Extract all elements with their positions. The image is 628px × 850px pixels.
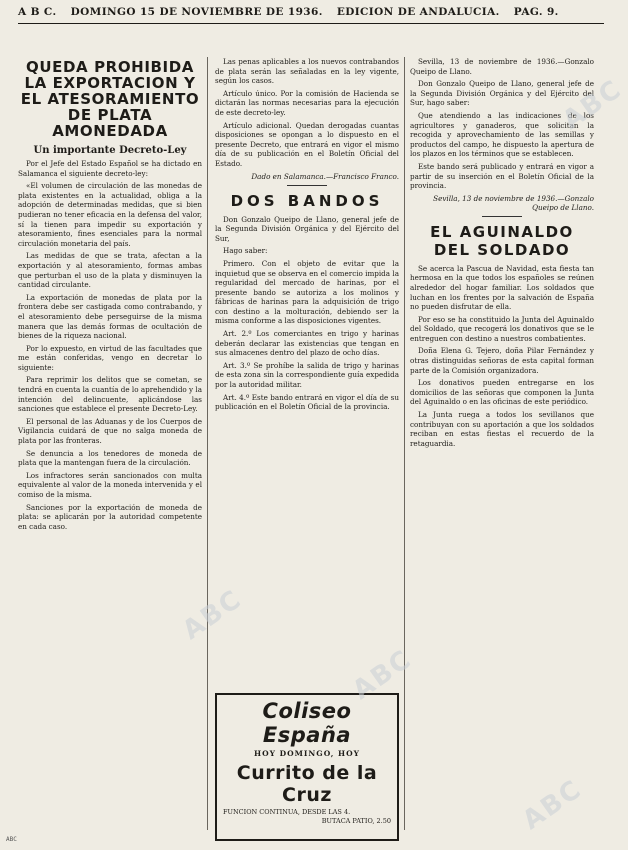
- ad-theater-name: Coliseo España: [262, 699, 352, 747]
- paragraph: Artículo único. Por la comisión de Hacienda se dictarán las normas necesarias para la ejecución de este decreto-ley.: [215, 88, 399, 117]
- column-divider: [404, 57, 405, 830]
- paragraph: Don Gonzalo Queipo de Llano, general jefe de la Segunda División Orgánica y del Ejército del Sur, hago saber:: [410, 79, 594, 108]
- section-title: DOS BANDOS: [230, 191, 384, 210]
- paragraph: Doña Elena G. Tejero, doña Pilar Fernández y otras distinguidas señoras de esta capital forman parte de la Comisión organizadora.: [410, 346, 594, 375]
- watermark: ABC: [517, 774, 588, 836]
- masthead-edition: EDICION DE ANDALUCIA.: [336, 6, 500, 18]
- section-title: EL AGUINALDO DEL SOLDADO: [430, 222, 574, 259]
- article-aguinaldo: [410, 57, 594, 834]
- paragraph: Don Gonzalo Queipo de Llano, general jefe de la Segunda División Orgánica y del Ejército del Sur,: [215, 214, 399, 243]
- signature: Sevilla, 13 de noviembre de 1936.—Gonzalo Queipo de Llano.: [433, 193, 594, 212]
- watermark: ABC: [557, 74, 628, 136]
- masthead-page: PAG. 9.: [513, 6, 559, 18]
- paragraph: La Junta ruega a todos los sevillanos que contribuyan con su aportación a que los soldados reciban en estas fiestas el recuerdo de la retaguardia.: [410, 410, 594, 448]
- paragraph: Art. 4.º Este bando entrará en vigor el día de su publicación en el Boletín Oficial de la provincia.: [215, 392, 399, 412]
- paragraph: Sevilla, 13 de noviembre de 1936.—Gonzalo Queipo de Llano.: [410, 57, 594, 76]
- paragraph: Artículo adicional. Quedan derogadas cuantas disposiciones se opongan a lo dispuesto en el presente Decreto, que entrará en vigor el mismo día de su publicación en el Boletín Oficial del Estado.: [215, 120, 399, 168]
- paragraph: Para reprimir los delitos que se cometan, se tendrá en cuenta la cuantía de lo aprehendido y la intención del delincuente, aplicándose las sanciones que establece el presente Decreto-Ley.: [18, 375, 202, 414]
- signature: Dado en Salamanca.—Francisco Franco.: [251, 171, 399, 181]
- separator: [287, 185, 327, 186]
- paragraph: Art. 2.º Los comerciantes en trigo y harinas deberán declarar las existencias que tengan en sus almacenes dentro del plazo de ocho días.: [215, 329, 399, 358]
- ad-film-title: Currito de la Cruz: [236, 762, 378, 806]
- paragraph: Que atendiendo a las indicaciones de los agricultores y ganaderos, que solicitan la recogida y aprovechamiento de las semillas y productos del campo, he dispuesto la apertura de los plazos en los términos que se establecen.: [410, 110, 594, 159]
- paragraph: La exportación de monedas de plata por la frontera debe ser castigada como contrabando, y el atesoramiento debe perseguirse de la misma manera que las demás formas de ocultación de bienes de la riqueza nacional.: [18, 292, 202, 341]
- ad-footer-right: BUTACA PATIO, 2.50: [321, 817, 391, 825]
- masthead-paper: A B C.: [18, 6, 57, 18]
- paragraph: Sanciones por la exportación de moneda de plata: se aplicarán por la autoridad competente en cada caso.: [18, 502, 202, 531]
- theater-advertisement: [215, 693, 399, 841]
- paragraph: Las medidas de que se trata, afectan a la exportación y al atesoramiento, formas ambas que perturban el uso de la plata y disminuyen la cantidad circulante.: [18, 251, 202, 290]
- watermark: ABC: [177, 584, 248, 646]
- paragraph: Por lo expuesto, en virtud de las facultades que me están conferidas, vengo en decretar lo siguiente:: [18, 343, 202, 372]
- column-divider: [207, 57, 208, 830]
- paragraph: Se acerca la Pascua de Navidad, esta fiesta tan hermosa en la que todos los españoles se reúnen alrededor del hogar familiar. Los soldados que luchan en los frentes por la salvación de España no pueden disfrutar de ella.: [410, 263, 594, 312]
- ad-footer-left: FUNCION CONTINUA, DESDE LAS 4.: [223, 808, 351, 816]
- masthead-rule: [18, 23, 604, 24]
- article-plata: [18, 57, 202, 834]
- paragraph: Las penas aplicables a los nuevos contrabandos de plata serán las señaladas en la ley vigente, según los casos.: [215, 57, 399, 86]
- ad-today: HOY DOMINGO, HOY: [254, 749, 360, 758]
- paragraph: Hago saber:: [223, 246, 268, 256]
- paragraph: Este bando será publicado y entrará en vigor a partir de su inserción en el Boletín Oficial de la provincia.: [410, 161, 594, 191]
- paragraph: Por eso se ha constituido la Junta del Aguinaldo del Soldado, que recogerá los donativos que se le entreguen con destino a nuestros combatientes.: [410, 314, 594, 343]
- separator: [482, 216, 522, 217]
- paragraph: Primero. Con el objeto de evitar que la inquietud que se observa en el comercio impida la regularidad del mercado de harinas, por el presente bando se autoriza a los molinos y fábricas de harinas para la adquisición de trigo con destino a la molturación, debiendo ser la misma conforme a las disposiciones vigentes.: [215, 258, 399, 326]
- paragraph: Los infractores serán sancionados con multa equivalente al valor de la moneda intervenida y el comiso de la misma.: [18, 470, 202, 499]
- paragraph: Los donativos pueden entregarse en los domicilios de las señoras que componen la Junta del Aguinaldo o en las oficinas de este periódico.: [410, 378, 594, 407]
- watermark: ABC: [347, 644, 418, 706]
- article-subhead: Un importante Decreto-Ley: [33, 145, 187, 156]
- corner-mark: ABC: [6, 836, 17, 843]
- paragraph: Art. 3.º Se prohíbe la salida de trigo y harinas de esta zona sin la correspondiente guía expedida por la autoridad militar.: [215, 360, 399, 390]
- masthead: [18, 6, 604, 22]
- paragraph: Se denuncia a los tenedores de moneda de plata que la mantengan fuera de la circulación.: [18, 448, 202, 468]
- article-headline: QUEDA PROHIBIDA LA EXPORTACION Y EL ATESORAMIENTO DE PLATA AMONEDADA: [20, 58, 200, 140]
- masthead-date: DOMINGO 15 DE NOVIEMBRE DE 1936.: [70, 6, 323, 18]
- paragraph: El personal de las Aduanas y de los Cuerpos de Vigilancia cuidará de que no salga moneda de plata por las fronteras.: [18, 416, 202, 446]
- paragraph: Por el Jefe del Estado Español se ha dictado en Salamanca el siguiente decreto-ley:: [18, 159, 202, 178]
- article-bandos: [215, 57, 399, 690]
- paragraph: «El volumen de circulación de las monedas de plata existentes en la actualidad, obliga a la adopción de determinadas medidas, que si bien pudieran no tener eficacia en la defensa del valor, sí la tienen para impedir su exportación y atesoramiento, fines esenciales para la normal circulación monetaria del país.: [18, 181, 202, 248]
- ad-footer: [217, 808, 397, 825]
